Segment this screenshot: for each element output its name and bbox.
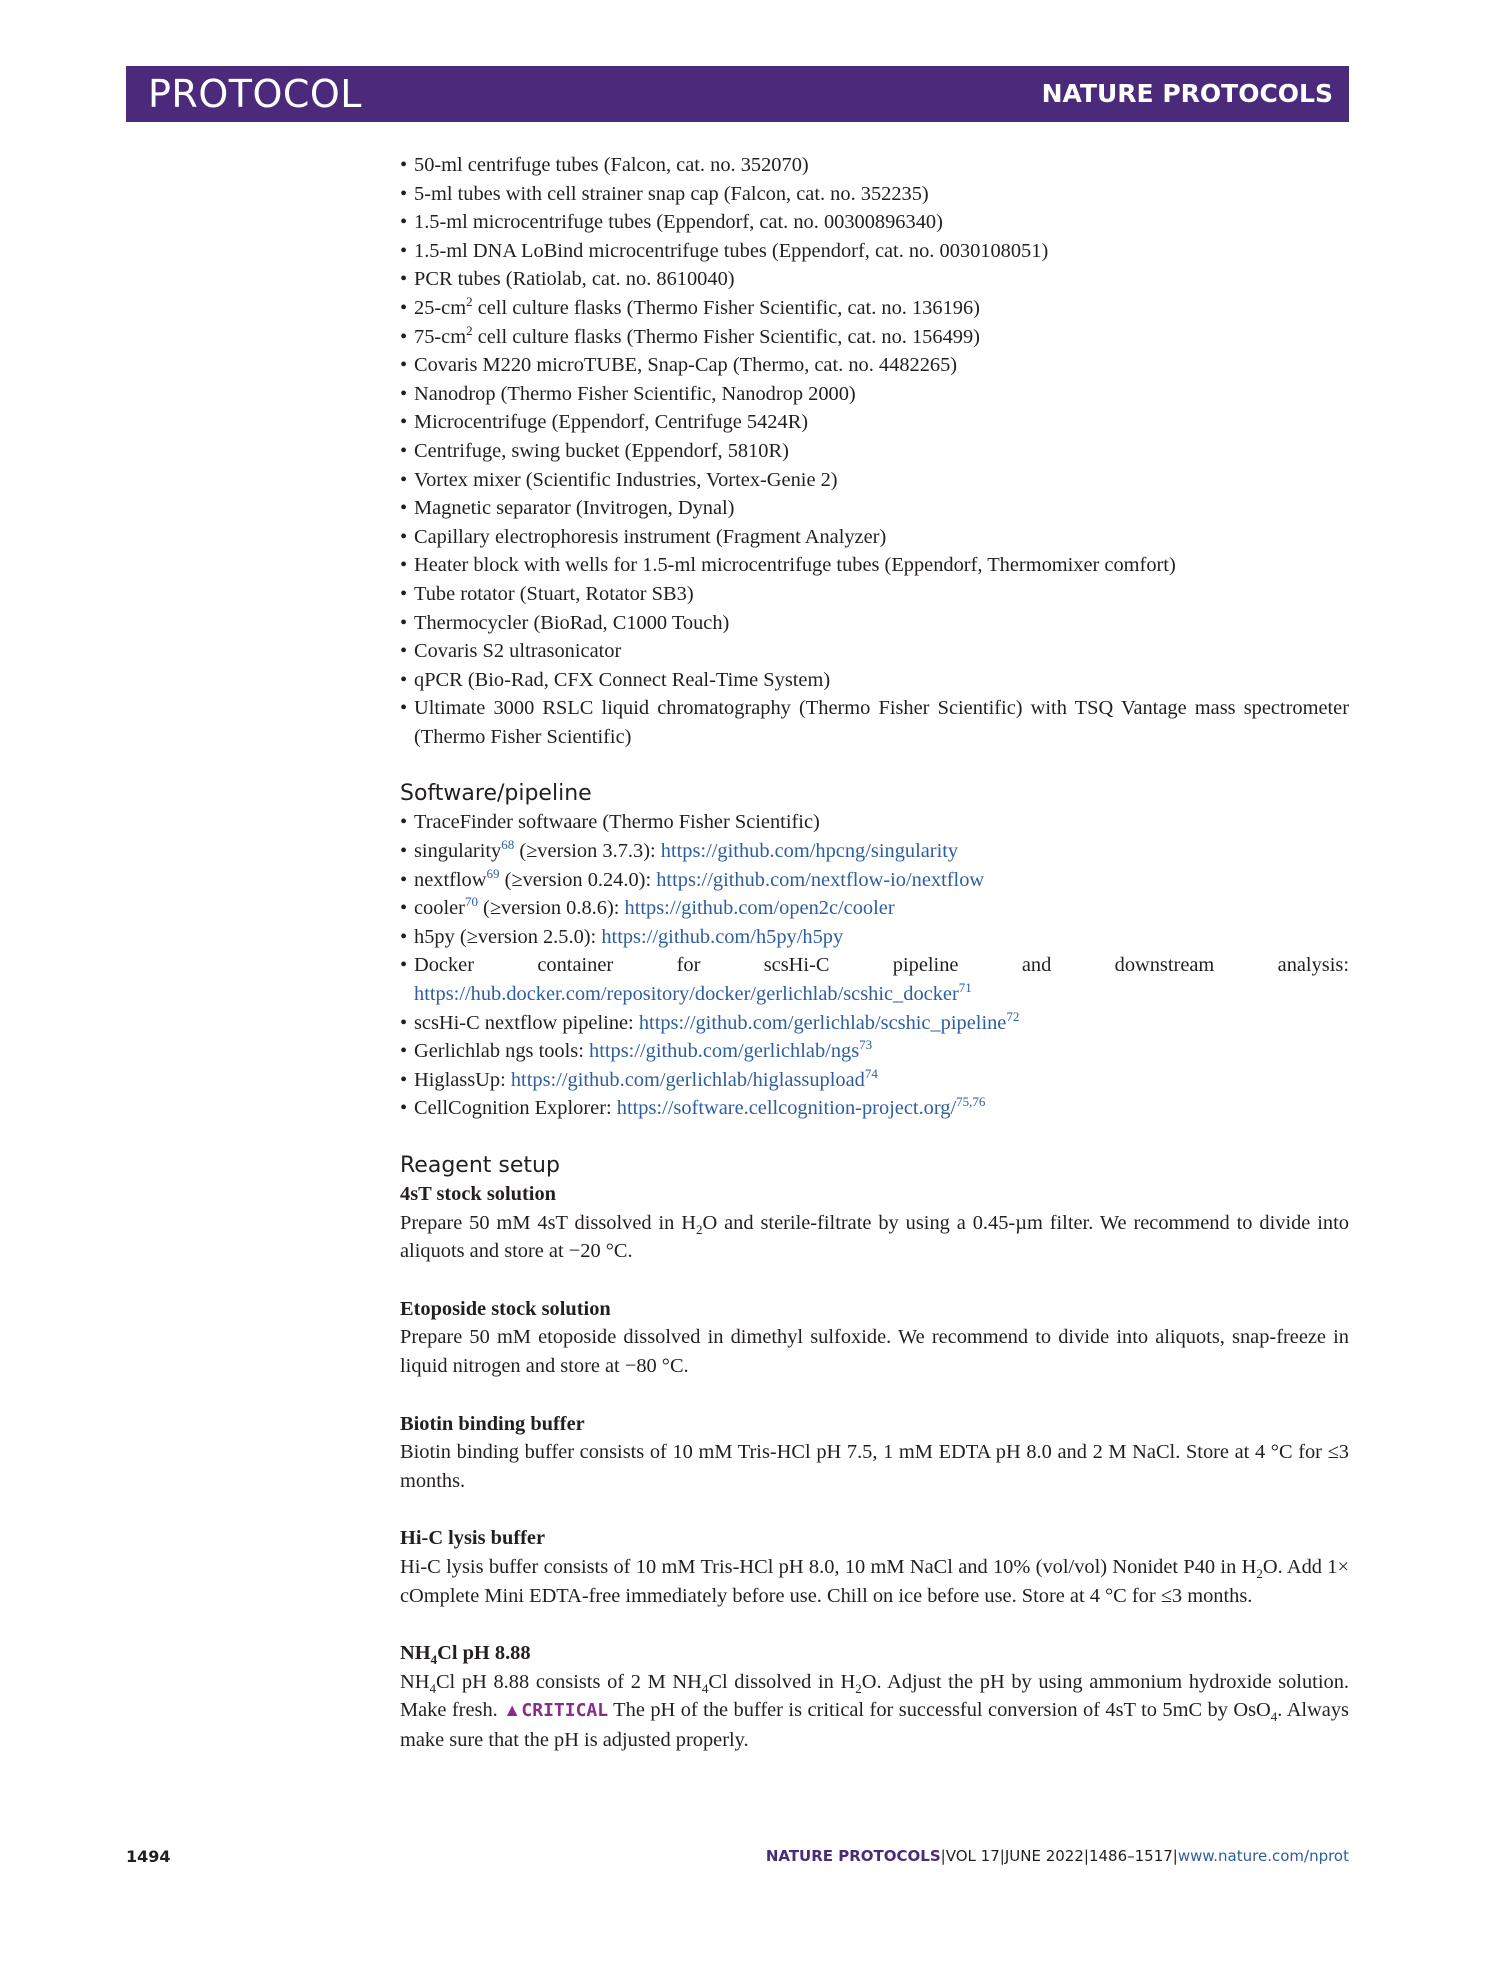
- url-link[interactable]: https://github.com/gerlichlab/higlassupload: [510, 1068, 865, 1091]
- text-run: Cl pH 8.88 consists of 2 M NH: [435, 1670, 702, 1693]
- subscript: 4: [1270, 1709, 1278, 1725]
- url-link[interactable]: https://github.com/open2c/cooler: [624, 897, 895, 920]
- list-item: • Microcentrifuge (Eppendorf, Centrifuge 5424R): [400, 408, 1349, 437]
- list-item: [400, 951, 1349, 1008]
- item-name: cooler: [414, 897, 465, 920]
- subscript: 2: [1256, 1566, 1263, 1582]
- item-text: HiglassUp:: [414, 1068, 511, 1091]
- url-link[interactable]: https://hub.docker.com/repository/docker/gerlichlab/scshic_docker: [414, 983, 959, 1006]
- item-text: Docker container for scsHi-C pipeline and downstream analysis:: [414, 954, 1349, 977]
- list-item: [400, 1066, 1349, 1095]
- item-text: scsHi-C nextflow pipeline:: [414, 1011, 639, 1034]
- text-run: O. Adjust the pH by using ammonium hydroxide solution. Make fresh.: [400, 1670, 1349, 1722]
- reference-link[interactable]: 69: [486, 865, 500, 881]
- subscript: 2: [695, 1221, 703, 1237]
- text-run: O. Add 1× cOmplete Mini EDTA-free immediately before use. Chill on ice before use. Store at 4 °C for ≤3 months.: [400, 1555, 1349, 1607]
- list-item: • Capillary electrophoresis instrument (Fragment Analyzer): [400, 523, 1349, 552]
- item-name: nextflow: [414, 868, 487, 891]
- url-link[interactable]: https://github.com/hpcng/singularity: [660, 840, 959, 863]
- critical-label: CRITICAL: [521, 1700, 609, 1722]
- list-item: • 50-ml centrifuge tubes (Falcon, cat. no. 352070): [400, 151, 1349, 180]
- subscript: 4: [429, 1680, 436, 1696]
- footer-url-link[interactable]: www.nature.com/nprot: [1177, 1847, 1349, 1865]
- paragraph: [400, 1668, 1349, 1755]
- footer-volume: VOL 17: [945, 1847, 1000, 1865]
- list-item: [400, 837, 1349, 866]
- separator: |: [1172, 1847, 1178, 1865]
- list-item: [400, 1009, 1349, 1038]
- list-item: [400, 294, 1349, 323]
- item-name: h5py: [414, 925, 455, 948]
- url-link[interactable]: https://software.cellcognition-project.org/: [616, 1097, 957, 1120]
- list-item: • 1.5-ml microcentrifuge tubes (Eppendorf, cat. no. 00300896340): [400, 208, 1349, 237]
- list-item: • 1.5-ml DNA LoBind microcentrifuge tubes (Eppendorf, cat. no. 0030108051): [400, 237, 1349, 266]
- paragraph: [400, 1209, 1349, 1266]
- item-text: (≥version 0.24.0):: [499, 868, 657, 891]
- paragraph: Biotin binding buffer consists of 10 mM Tris-HCl pH 7.5, 1 mM EDTA pH 8.0 and 2 M NaCl. Store at 4 °C for ≤3 months.: [400, 1441, 1349, 1492]
- reference-link[interactable]: 70: [464, 894, 478, 910]
- reference-link[interactable]: 73: [859, 1037, 873, 1053]
- list-item: [400, 1094, 1349, 1123]
- item-text: 25-cm: [414, 296, 467, 319]
- text-run: Hi-C lysis buffer consists of 10 mM Tris-HCl pH 8.0, 10 mM NaCl and 10% (vol/vol) Nonidet P40 in H: [400, 1555, 1257, 1578]
- subheading: [400, 1639, 1349, 1668]
- text-run: O and sterile-filtrate by using a 0.45-µm filter. We recommend to divide into aliquots and store at −20 °C.: [400, 1211, 1349, 1263]
- reference-link[interactable]: 71: [958, 980, 972, 996]
- url-link[interactable]: https://github.com/gerlichlab/ngs: [589, 1040, 860, 1063]
- superscript: 2: [466, 322, 473, 338]
- reagent-biotin: [400, 1410, 1349, 1496]
- text-run: NH: [400, 1642, 431, 1665]
- list-item: • qPCR (Bio-Rad, CFX Connect Real-Time System): [400, 666, 1349, 695]
- item-text: (≥version 0.8.6):: [477, 897, 625, 920]
- separator: |: [940, 1847, 946, 1865]
- list-item: • Covaris M220 microTUBE, Snap-Cap (Thermo, cat. no. 4482265): [400, 351, 1349, 380]
- list-item: • Ultimate 3000 RSLC liquid chromatography (Thermo Fisher Scientific) with TSQ Vantage mass spectrometer (Thermo Fisher Scientific): [400, 694, 1349, 751]
- footer-date: JUNE 2022: [1004, 1847, 1084, 1865]
- equipment-list: [400, 151, 1349, 751]
- subheading: Hi-C lysis buffer: [400, 1527, 545, 1550]
- list-item: • Covaris S2 ultrasonicator: [400, 637, 1349, 666]
- reference-link[interactable]: 75,76: [956, 1094, 986, 1110]
- reference-link[interactable]: 72: [1006, 1008, 1020, 1024]
- subscript: 4: [701, 1680, 709, 1696]
- critical-triangle-icon: ▲: [503, 1700, 522, 1721]
- list-item: • Heater block with wells for 1.5-ml microcentrifuge tubes (Eppendorf, Thermomixer comfort): [400, 551, 1349, 580]
- separator: |: [999, 1847, 1005, 1865]
- header-section-label: PROTOCOL: [148, 72, 362, 116]
- subscript: 2: [855, 1680, 862, 1696]
- page-number: 1494: [126, 1847, 171, 1866]
- list-item: [400, 866, 1349, 895]
- text-run: Cl pH 8.88: [437, 1642, 531, 1665]
- item-text: CellCognition Explorer:: [414, 1097, 617, 1120]
- paragraph: Prepare 50 mM etoposide dissolved in dimethyl sulfoxide. We recommend to divide into aliquots, snap-freeze in liquid nitrogen and store at −80 °C.: [400, 1326, 1349, 1377]
- list-item: • Tube rotator (Stuart, Rotator SB3): [400, 580, 1349, 609]
- item-text: Gerlichlab ngs tools:: [414, 1040, 589, 1063]
- list-item: [400, 1037, 1349, 1066]
- citation-line: [766, 1847, 1349, 1865]
- url-link[interactable]: https://github.com/h5py/h5py: [601, 925, 844, 948]
- subscript: 4: [430, 1652, 438, 1668]
- item-text: 75-cm: [414, 325, 467, 348]
- subheading: 4sT stock solution: [400, 1183, 556, 1205]
- section-heading-reagent-setup: Reagent setup: [400, 1153, 560, 1178]
- list-item: [400, 923, 1349, 952]
- reference-link[interactable]: 68: [501, 837, 515, 853]
- item-text: (≥version 2.5.0):: [454, 925, 602, 948]
- item-text: cell culture flasks (Thermo Fisher Scientific, cat. no. 156499): [472, 325, 980, 348]
- reagent-4st: [400, 1180, 1349, 1266]
- list-item: • Nanodrop (Thermo Fisher Scientific, Nanodrop 2000): [400, 380, 1349, 409]
- list-item: • Thermocycler (BioRad, C1000 Touch): [400, 609, 1349, 638]
- text-run: Prepare 50 mM 4sT dissolved in H: [400, 1211, 696, 1234]
- paragraph: [400, 1553, 1349, 1610]
- header-journal-name: NATURE PROTOCOLS: [1041, 79, 1333, 108]
- page-footer: [126, 1847, 1349, 1871]
- software-list: [400, 808, 1349, 1123]
- subheading: Etoposide stock solution: [400, 1297, 611, 1320]
- list-item: [400, 894, 1349, 923]
- item-name: singularity: [414, 840, 502, 863]
- separator: |: [1083, 1847, 1089, 1865]
- list-item: • Magnetic separator (Invitrogen, Dynal): [400, 494, 1349, 523]
- reagent-hic-lysis: [400, 1524, 1349, 1610]
- subheading: Biotin binding buffer: [400, 1412, 585, 1435]
- item-text: (≥version 3.7.3):: [514, 840, 661, 863]
- text-run: Cl dissolved in H: [708, 1670, 856, 1693]
- list-item: • PCR tubes (Ratiolab, cat. no. 8610040): [400, 265, 1349, 294]
- header-bar: [126, 66, 1349, 122]
- list-item: • Centrifuge, swing bucket (Eppendorf, 5810R): [400, 437, 1349, 466]
- main-content: [400, 151, 1349, 1784]
- url-link[interactable]: https://github.com/nextflow-io/nextflow: [656, 868, 985, 891]
- text-run: NH: [400, 1670, 430, 1693]
- item-text: TraceFinder softwaare (Thermo Fisher Scientific): [414, 811, 820, 834]
- text-run: . Always make sure that the pH is adjusted properly.: [400, 1699, 1349, 1751]
- list-item: [400, 808, 1349, 837]
- reagent-etoposide: [400, 1295, 1349, 1381]
- item-text: cell culture flasks (Thermo Fisher Scientific, cat. no. 136196): [472, 296, 980, 319]
- url-link[interactable]: https://github.com/gerlichlab/scshic_pipeline: [638, 1011, 1007, 1034]
- list-item: • 5-ml tubes with cell strainer snap cap (Falcon, cat. no. 352235): [400, 180, 1349, 209]
- list-item: [400, 323, 1349, 352]
- reagent-nh4cl: [400, 1639, 1349, 1754]
- text-run: The pH of the buffer is critical for successful conversion of 4sT to 5mC by OsO: [608, 1699, 1271, 1722]
- superscript: 2: [466, 294, 473, 310]
- footer-pages: 1486–1517: [1088, 1847, 1173, 1865]
- reference-link[interactable]: 74: [864, 1066, 878, 1082]
- footer-journal: NATURE PROTOCOLS: [765, 1847, 941, 1865]
- list-item: • Vortex mixer (Scientific Industries, Vortex-Genie 2): [400, 466, 1349, 495]
- section-heading-software: Software/pipeline: [400, 781, 592, 807]
